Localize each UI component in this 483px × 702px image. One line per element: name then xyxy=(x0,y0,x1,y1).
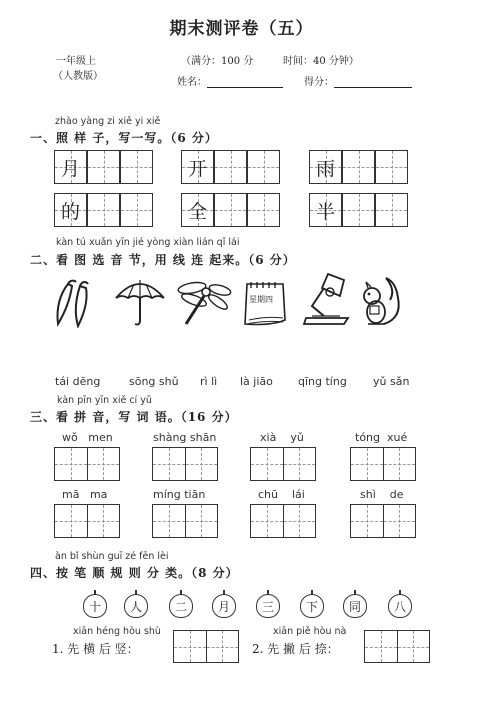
score-field[interactable] xyxy=(304,73,412,88)
write-box[interactable] xyxy=(342,193,375,227)
grade-label: 一年级上 xyxy=(56,56,96,67)
model-char: 雨 xyxy=(315,157,335,180)
option-pinyin[interactable]: yǔ sǎn xyxy=(373,375,410,388)
write-box[interactable] xyxy=(87,193,120,227)
word-box[interactable] xyxy=(350,504,416,538)
strawberry-card[interactable]: 人 xyxy=(124,590,148,618)
word-box[interactable] xyxy=(152,504,218,538)
word-box[interactable] xyxy=(350,447,416,481)
option-pinyin[interactable]: sōng shǔ xyxy=(129,375,179,388)
word-pinyin-1: wǒ men xyxy=(62,431,113,444)
word-pinyin-5: mā ma xyxy=(62,488,108,501)
word-pinyin-8: shì de xyxy=(360,488,404,501)
q1-pinyin: zhào yàng zi xiě yi xiě xyxy=(55,116,161,127)
model-char: 月 xyxy=(60,157,80,180)
word-pinyin-2: shàng shān xyxy=(153,431,217,444)
word-box[interactable] xyxy=(250,447,316,481)
rule2-label: 2. 先 撇 后 捺： xyxy=(252,642,339,656)
write-box[interactable] xyxy=(214,193,247,227)
score-blank[interactable] xyxy=(334,75,412,88)
word-pinyin-4: tóng xué xyxy=(355,431,408,444)
strawberry-card[interactable]: 三 xyxy=(256,590,280,618)
name-field[interactable] xyxy=(177,73,283,88)
write-box[interactable] xyxy=(247,193,280,227)
model-char-box xyxy=(54,193,87,227)
strawberry-card[interactable]: 同 xyxy=(343,590,367,618)
option-pinyin[interactable]: rì lì xyxy=(200,375,218,388)
model-char: 开 xyxy=(187,157,207,180)
word-box[interactable] xyxy=(54,447,120,481)
q2-pinyin: kàn tú xuǎn yīn jié yòng xiàn lián qǐ lái xyxy=(56,237,240,248)
rule1-label: 1. 先 横 后 竖： xyxy=(52,642,139,656)
q3-pinyin: kàn pīn yīn xiě cí yǔ xyxy=(57,395,152,406)
dragonfly-icon[interactable] xyxy=(172,280,232,328)
strawberry-card[interactable]: 二 xyxy=(169,590,193,618)
write-box[interactable] xyxy=(247,150,280,184)
model-char-box xyxy=(181,150,214,184)
rule2-answer-box[interactable] xyxy=(364,630,430,663)
model-char-box xyxy=(309,193,342,227)
write-box[interactable] xyxy=(214,150,247,184)
q3-title: 三、看 拼 音，写 词 语。（16 分） xyxy=(30,410,238,424)
word-pinyin-7: chū lái xyxy=(258,488,305,501)
page-title: 期末测评卷（五） xyxy=(169,19,314,39)
strawberry-card[interactable]: 下 xyxy=(300,590,324,618)
strawberry-card[interactable]: 八 xyxy=(388,590,412,618)
q4-title: 四、按 笔 顺 规 则 分 类。（8 分） xyxy=(30,566,239,580)
write-box[interactable] xyxy=(120,193,153,227)
write-box[interactable] xyxy=(375,193,408,227)
edition-label: （人教版） xyxy=(53,71,103,82)
option-pinyin[interactable]: là jiāo xyxy=(240,375,273,388)
name-label: 姓名： xyxy=(177,77,207,88)
write-box[interactable] xyxy=(375,150,408,184)
rule1-answer-box[interactable] xyxy=(173,630,239,663)
option-pinyin[interactable]: tái dēng xyxy=(55,375,101,388)
score-label: 得分： xyxy=(304,77,334,88)
model-char: 全 xyxy=(187,200,207,223)
write-box[interactable] xyxy=(342,150,375,184)
strawberry-card[interactable]: 十 xyxy=(83,590,107,618)
option-pinyin[interactable]: qīng tíng xyxy=(298,375,347,388)
write-box[interactable] xyxy=(120,150,153,184)
model-char: 半 xyxy=(315,200,335,223)
desk-lamp-icon[interactable] xyxy=(300,270,354,328)
model-char-box xyxy=(309,150,342,184)
word-pinyin-6: míng tiān xyxy=(153,488,206,501)
calendar-icon[interactable] xyxy=(241,280,289,328)
time-label: 时间：40 分钟） xyxy=(283,56,359,67)
word-box[interactable] xyxy=(250,504,316,538)
strawberry-card[interactable]: 月 xyxy=(212,590,236,618)
word-pinyin-3: xià yǔ xyxy=(260,431,304,444)
rule2-pinyin: xiān piě hòu nà xyxy=(273,626,347,637)
model-char-box xyxy=(181,193,214,227)
word-box[interactable] xyxy=(152,447,218,481)
q2-title: 二、看 图 选 音 节，用 线 连 起来。（6 分） xyxy=(30,253,296,267)
model-char: 的 xyxy=(60,200,80,223)
q1-title: 一、照 样 子，写一写。（6 分） xyxy=(30,131,218,145)
rule1-pinyin: xiān héng hòu shù xyxy=(73,626,161,637)
write-box[interactable] xyxy=(87,150,120,184)
q4-pinyin: àn bǐ shùn guī zé fēn lèi xyxy=(55,551,169,562)
chili-pepper-icon[interactable] xyxy=(50,278,102,328)
model-char-box xyxy=(54,150,87,184)
full-score-label: （满分：100 分 xyxy=(181,56,254,67)
name-blank[interactable] xyxy=(207,75,283,88)
calendar-text: 星期四 xyxy=(249,295,273,304)
word-box[interactable] xyxy=(54,504,120,538)
umbrella-icon[interactable] xyxy=(112,276,168,330)
squirrel-icon[interactable] xyxy=(356,272,404,328)
